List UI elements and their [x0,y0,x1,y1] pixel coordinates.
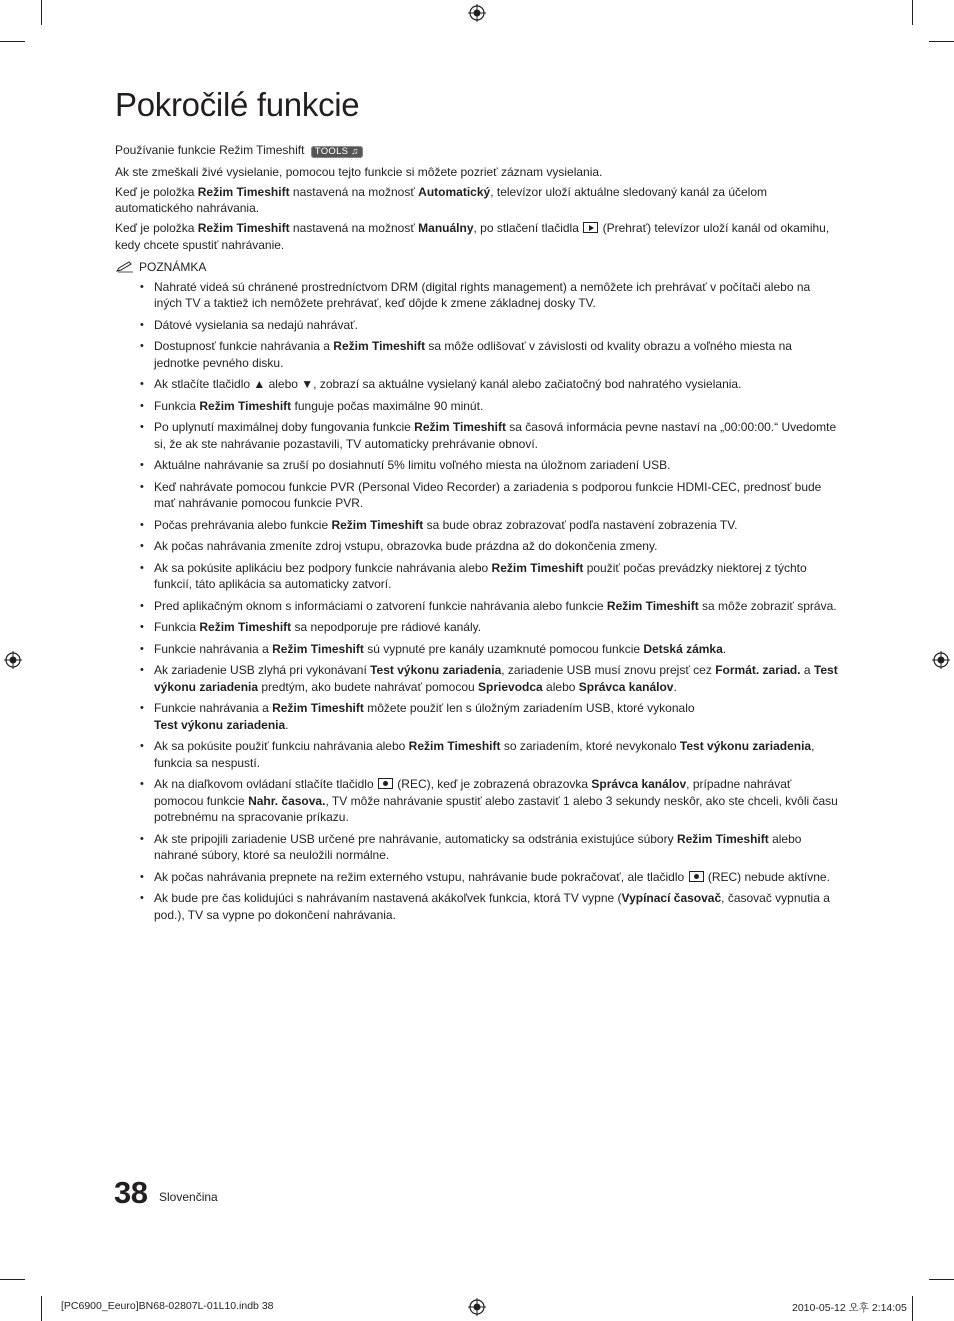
note-item [115,538,839,555]
bullet-icon: • [140,892,144,904]
bold-term: Nahr. časova. [248,793,326,808]
note-item [115,457,839,474]
bold-term: Automatický [418,184,491,199]
text-run: Funkcia [154,398,200,413]
text-run: predtým, ako budete nahrávať pomocou [258,679,479,694]
bullet-icon: • [140,378,144,390]
text-run: sa môže odlišovať v závislosti od kvality obrazu a voľného miesta na jednotke pevného disku. [154,339,792,370]
text-run: Ak sa pokúsite použiť funkciu nahrávania alebo [154,739,409,753]
paragraph [115,164,839,181]
crop-mark [929,41,954,42]
note-item [115,890,839,923]
text-run: Keď je položka [115,184,198,199]
bold-term: Režim Timeshift [272,701,364,715]
bullet-icon: • [140,318,144,331]
text-run: Ak sa pokúsite aplikáciu bez podpory funkcie nahrávania alebo [154,560,492,575]
note-item [115,662,839,695]
footer-file: [PC6900_Eeuro]BN68-02807L-01L10.indb 38 [61,1300,274,1312]
bold-term: Manuálny [418,221,474,235]
text-run: funguje počas maximálne 90 minút. [291,398,484,413]
text-run: Ak ste zmeškali živé vysielanie, pomocou tejto funkcie si môžete pozrieť záznam vysielania. [115,164,603,179]
note-item [115,479,839,512]
note-item [115,700,839,733]
text-run: Funkcie nahrávania a [154,641,273,656]
bullet-icon: • [140,459,144,471]
registration-mark-icon [468,4,486,22]
bullet-icon: • [140,599,144,612]
bold-term: Režim Timeshift [491,560,584,575]
text-run: Nahraté videá sú chránené prostredníctvom DRM (digital rights management) a nemôžete ich prehrávať v počítači alebo na iných TV a taktiež ich nemôžete prehrávať, keď dôjde k zmene základnej dosky TV. [154,279,811,310]
text-run: Ak ste pripojili zariadenie USB určené pre nahrávanie, automaticky sa odstránia existujúce súbory [154,831,677,846]
bullet-icon: • [140,280,144,293]
text-run: Po uplynutí maximálnej doby fungovania funkcie [154,420,415,434]
text-run: Ak bude pre čas kolidujúci s nahrávaním nastavená akákoľvek funkcia, ktorá TV vypne ( [154,891,622,905]
note-item [115,376,839,393]
note-item [115,831,839,864]
bullet-icon: • [140,778,144,790]
text-run: , časovač vypnutia a pod.), TV sa vypne po dokončení nahrávania. [154,891,830,922]
text-run: Dátové vysielania sa nedajú nahrávať. [154,317,358,332]
note-list [115,279,839,924]
bullet-icon: • [140,561,144,574]
text-run: , zariadenie USB musí znovu prejsť cez [501,663,716,677]
text-run: Keď je položka [115,221,198,235]
tools-icon: ♫ [351,146,359,157]
bold-term: Režim Timeshift [414,420,506,434]
note-item [115,598,839,615]
text-run: , TV môže nahrávanie spustiť alebo zastaviť 1 alebo 3 sekundy neskôr, ako ste chceli, kvôli času potrebnému na spracovanie príkazu. [154,793,838,824]
bullet-icon: • [140,518,144,531]
crop-mark [929,1279,954,1280]
pencil-icon [115,261,135,273]
crop-mark [41,1296,42,1321]
text-run: (REC), keď je zobrazená obrazovka [393,777,592,791]
text-run: nastavená na možnosť [289,184,419,199]
bullet-icon: • [140,340,144,352]
text-run: sa časová informácia pevne nastaví na „00:00:00.“ Uvedomte si, že ak ste nahrávanie pozastavili, TV automaticky prehrávanie obnoví. [154,420,837,451]
note-item [115,338,839,371]
note-item [115,869,839,886]
tools-badge [311,146,363,158]
bold-term: Detská zámka [643,641,723,656]
bullet-icon: • [140,664,144,676]
text-run: sa nepodporuje pre rádiové kanály. [291,620,482,634]
bold-term: Správca kanálov [591,777,687,791]
bold-term: Test výkonu zariadenia [679,739,812,753]
crop-mark [41,0,42,25]
text-run: alebo nahrané súbory, ktoré sa neuložili normálne. [154,831,802,862]
text-run: , televízor uloží aktuálne sledovaný kanál za účelom automatického nahrávania. [115,184,768,215]
bullet-icon: • [140,642,144,655]
bold-term: Test výkonu zariadenia [154,663,838,694]
text-run: sú vypnuté pre kanály uzamknuté pomocou funkcie [363,641,644,656]
note-label: POZNÁMKA [139,260,207,274]
bullet-icon: • [140,702,144,714]
crop-mark [0,41,25,42]
text-run: Ak počas nahrávania prepnete na režim externého vstupu, nahrávanie bude pokračovať, ale tlačidlo [154,869,688,884]
rec-button-icon [378,778,393,789]
note-heading [115,259,839,276]
section-heading [115,142,839,159]
note-item [115,317,839,334]
text-run: môžete použiť len s úložným zariadením USB, ktoré vykonalo [363,701,695,715]
bullet-icon: • [140,621,144,633]
text-run: alebo [542,679,579,694]
bold-term: Režim Timeshift [199,398,292,413]
text-run: Pred aplikačným oknom s informáciami o zatvorení funkcie nahrávania alebo funkcie [154,598,607,613]
registration-mark-icon [468,1298,486,1316]
note-item [115,776,839,826]
bullet-icon: • [140,399,144,412]
text-run: . [722,641,727,656]
page-language: Slovenčina [159,1190,218,1204]
text-run: , funkcia sa nespustí. [154,739,815,770]
text-run: Počas prehrávania alebo funkcie [154,517,332,532]
bold-term: Režim Timeshift [272,641,364,656]
text-run: sa bude obraz zobrazovať podľa nastavení zobrazenia TV. [423,517,738,532]
bullet-icon: • [140,421,144,433]
note-item [115,398,839,415]
text-run: Funkcie nahrávania a [154,701,273,715]
intro-paragraphs [115,164,839,254]
registration-mark-icon [932,651,950,669]
text-run: a [800,663,814,677]
text-run: Funkcia [154,620,200,634]
note-item [115,560,839,593]
paragraph [115,220,839,253]
registration-mark-icon [4,651,22,669]
text-run: Dostupnosť funkcie nahrávania a [154,339,334,353]
section-heading-text: Používanie funkcie Režim Timeshift [115,143,305,157]
text-run: Ak zariadenie USB zlyhá pri vykonávaní [154,663,371,677]
text-run: Ak na diaľkovom ovládaní stlačíte tlačidlo [154,777,377,791]
bold-term: Vypínací časovač [621,891,722,905]
tools-badge-label: TOOLS [314,146,349,157]
bullet-icon: • [140,540,144,552]
bullet-icon: • [140,832,144,845]
text-run: Ak stlačíte tlačidlo ▲ alebo ▼, zobrazí sa aktuálne vysielaný kanál alebo začiatočný bod nahratého vysielania. [154,377,742,391]
text-run: , po stlačení tlačidla [473,221,583,235]
text-run: . [285,717,289,732]
text-run: so zariadením, ktoré nevykonalo [500,739,680,753]
note-item [115,517,839,534]
crop-mark [912,1296,913,1321]
text-run: (REC) nebude aktívne. [704,869,830,884]
text-run: sa môže zobraziť správa. [698,598,837,613]
bold-term: Test výkonu zariadenia [370,663,502,677]
note-item [115,619,839,636]
bold-term: Režim Timeshift [408,739,501,753]
bold-term: Režim Timeshift [606,598,699,613]
crop-mark [912,0,913,25]
text-run: nastavená na možnosť [289,221,419,235]
text-run: použiť počas prevádzky niektorej z týchto funkcií, táto aplikácia sa automaticky zatvorí. [154,560,807,591]
page-number: 38 [114,1175,148,1210]
bullet-icon: • [140,740,144,752]
text-run: , prípadne nahrávať pomocou funkcie [154,777,792,808]
bold-term: Režim Timeshift [331,517,424,532]
main-content [115,142,839,928]
text-run: (Prehrať) televízor uloží kanál od okamihu, kedy chcete spustiť nahrávanie. [115,221,830,252]
bullet-icon: • [140,480,144,493]
text-run: Ak počas nahrávania zmeníte zdroj vstupu, obrazovka bude prázdna až do dokončenia zmeny. [154,539,658,553]
text-run: Aktuálne nahrávanie sa zruší po dosiahnutí 5% limitu voľného miesta na úložnom zariadení USB. [154,458,671,472]
page-title: Pokročilé funkcie [115,86,360,123]
bold-term: Sprievodca [478,679,543,694]
footer-timestamp: 2010-05-12 오후 2:14:05 [792,1302,907,1314]
rec-button-icon [689,871,704,882]
bold-term: Režim Timeshift [199,620,292,634]
bold-term: Režim Timeshift [333,339,426,353]
note-item [115,641,839,658]
text-run: . [673,679,677,694]
text-run: Keď nahrávate pomocou funkcie PVR (Personal Video Recorder) a zariadenia s podporou funkcie HDMI-CEC, prednosť bude mať nahrávanie pomocou funkcie PVR. [154,479,822,510]
bold-term: Formát. zariad. [715,663,801,677]
note-item [115,279,839,312]
crop-mark [0,1279,25,1280]
note-item [115,419,839,452]
bold-term: Test výkonu zariadenia [154,717,286,732]
paragraph [115,184,839,217]
bold-term: Režim Timeshift [197,221,290,235]
note-item [115,738,839,771]
bold-term: Správca kanálov [578,679,674,694]
bold-term: Režim Timeshift [197,184,290,199]
play-button-icon [583,222,598,233]
bold-term: Režim Timeshift [676,831,769,846]
bullet-icon: • [140,870,144,883]
